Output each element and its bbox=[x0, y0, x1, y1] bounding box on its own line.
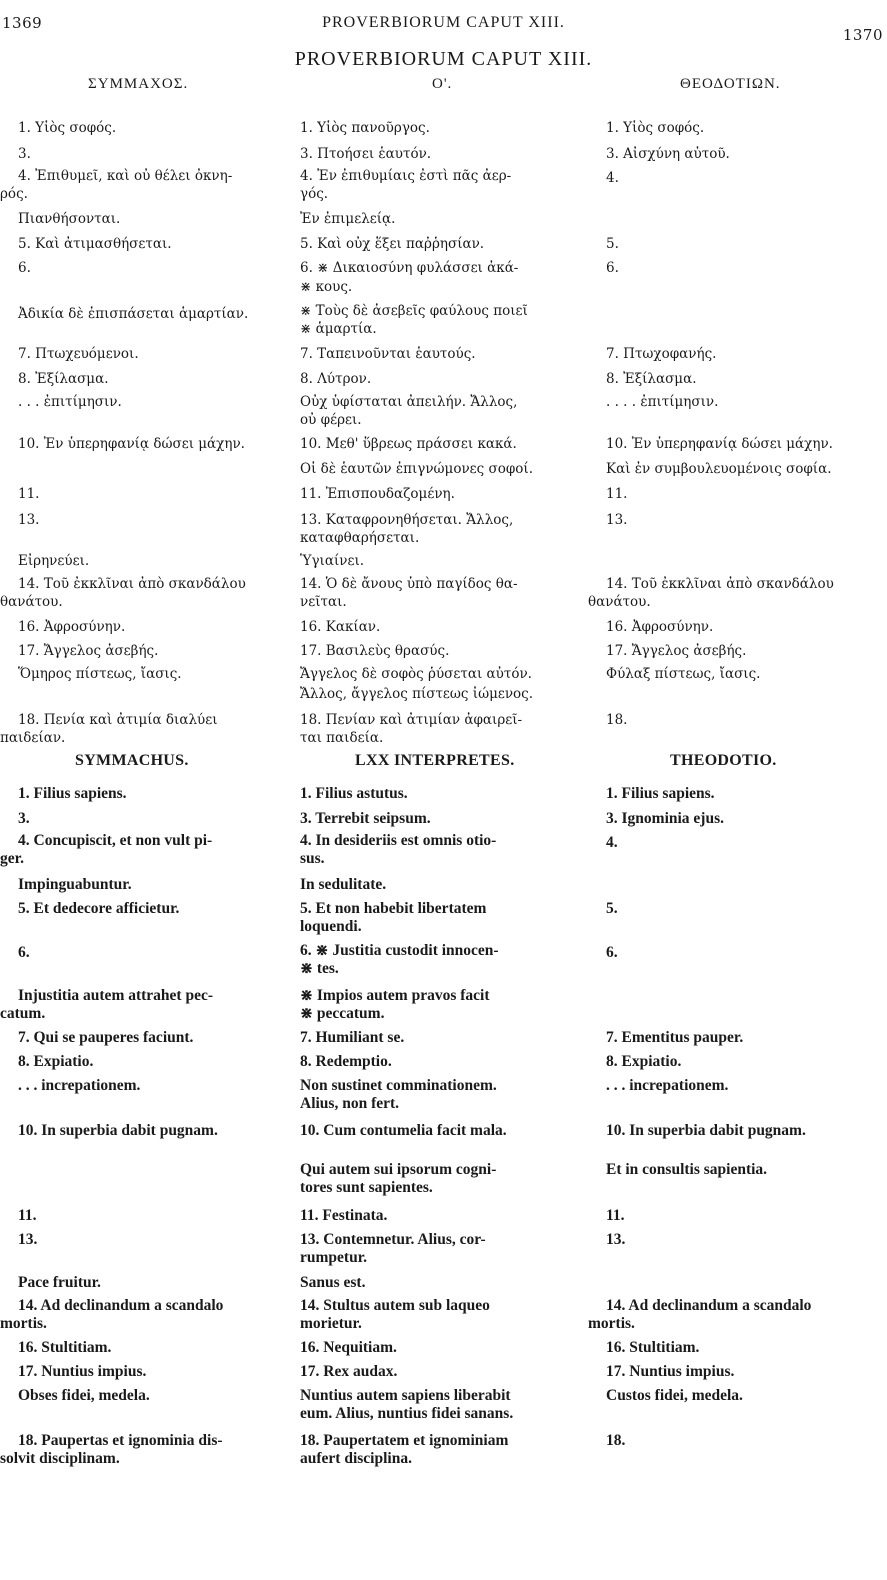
verse-line: 4. Concupiscit, et non vult pi- bbox=[18, 832, 213, 849]
verse-line: Καὶ ἐν συμβουλευομένοις σοφία. bbox=[606, 461, 832, 477]
verse-line: aufert disciplina. bbox=[300, 1450, 412, 1467]
verse-line: ⋇ κους. bbox=[300, 279, 353, 295]
verse-line: Οἱ δὲ ἑαυτῶν ἐπιγνώμονες σοφοί. bbox=[300, 461, 534, 477]
greek-symmachus-header: ΣΥΜΜΑΧΟΣ. bbox=[88, 76, 189, 92]
verse-line: 18. Paupertas et ignominia dis- bbox=[18, 1432, 223, 1449]
verse-line: 3. bbox=[18, 146, 31, 162]
verse-line: ται παιδεία. bbox=[300, 730, 384, 746]
verse-line: 11. Ἐπισπουδαζομένη. bbox=[300, 486, 455, 502]
verse-line: 8. Λύτρον. bbox=[300, 371, 372, 387]
verse-line: Injustitia autem attrahet pec- bbox=[18, 987, 214, 1004]
verse-line: 6. bbox=[18, 260, 31, 276]
verse-line: 17. Ἄγγελος ἀσεβής. bbox=[606, 643, 747, 659]
verse-line: ρός. bbox=[0, 186, 28, 202]
verse-line: ⋇ peccatum. bbox=[300, 1005, 385, 1022]
verse-line: loquendi. bbox=[300, 918, 362, 935]
verse-line: 3. bbox=[18, 810, 30, 827]
verse-line: 5. Et dedecore afficietur. bbox=[18, 900, 180, 917]
verse-line: 7. Πτωχοφανής. bbox=[606, 346, 717, 362]
verse-line: 1. Filius astutus. bbox=[300, 785, 408, 802]
verse-line: In sedulitate. bbox=[300, 876, 387, 893]
verse-line: 4. bbox=[606, 170, 619, 186]
verse-line: 4. In desideriis est omnis otio- bbox=[300, 832, 497, 849]
verse-line: Ὑγιαίνει. bbox=[300, 553, 365, 569]
chapter-heading: PROVERBIORUM CAPUT XIII. bbox=[294, 48, 593, 70]
latin-symmachus-header: SYMMACHUS. bbox=[75, 752, 189, 769]
verse-line: 16. Stultitiam. bbox=[18, 1339, 112, 1356]
verse-line: 14. Ad declinandum a scandalo bbox=[18, 1297, 224, 1314]
verse-line: 8. Redemptio. bbox=[300, 1053, 392, 1070]
verse-line: 18. Paupertatem et ignominiam bbox=[300, 1432, 509, 1449]
verse-line: Πιανθήσονται. bbox=[18, 211, 121, 227]
verse-line: 1. Υἱὸς σοφός. bbox=[606, 120, 705, 136]
verse-line: Εἰρηνεύει. bbox=[18, 553, 90, 569]
verse-line: Pace fruitur. bbox=[18, 1274, 101, 1291]
verse-line: 8. Ἐξίλασμα. bbox=[18, 371, 109, 387]
verse-line: γός. bbox=[300, 186, 329, 202]
page-number-left: 1369 bbox=[2, 14, 43, 32]
verse-line: 11. Festinata. bbox=[300, 1207, 388, 1224]
verse-line: 5. Καὶ οὐχ ἕξει παῤῥησίαν. bbox=[300, 236, 485, 252]
verse-line: 1. Filius sapiens. bbox=[606, 785, 715, 802]
running-title: PROVERBIORUM CAPUT XIII. bbox=[322, 14, 565, 31]
verse-line: 17. Ἄγγελος ἀσεβής. bbox=[18, 643, 159, 659]
verse-line: 7. Qui se pauperes faciunt. bbox=[18, 1029, 194, 1046]
verse-line: 6. bbox=[18, 944, 30, 961]
verse-line: Custos fidei, medela. bbox=[606, 1387, 743, 1404]
verse-line: οὐ φέρει. bbox=[300, 412, 362, 428]
verse-line: 1. Υἱὸς πανοῦργος. bbox=[300, 120, 430, 136]
verse-line: 5. bbox=[606, 900, 618, 917]
verse-line: 18. bbox=[606, 712, 628, 728]
verse-line: 7. Ταπεινοῦνται ἑαυτούς. bbox=[300, 346, 476, 362]
verse-line: 14. Τοῦ ἐκκλῖναι ἀπὸ σκανδάλου bbox=[18, 576, 246, 592]
verse-line: 18. Πενίαν καὶ ἀτιμίαν ἀφαιρεῖ- bbox=[300, 712, 523, 728]
verse-line: mortis. bbox=[0, 1315, 47, 1332]
verse-line: 13. bbox=[606, 512, 628, 528]
verse-line: . . . increpationem. bbox=[606, 1077, 729, 1094]
verse-line: 16. Κακίαν. bbox=[300, 619, 381, 635]
verse-line: 11. bbox=[606, 486, 628, 502]
verse-line: 6. bbox=[606, 944, 618, 961]
verse-line: 16. Ἀφροσύνην. bbox=[18, 619, 126, 635]
verse-line: νεῖται. bbox=[300, 594, 347, 610]
verse-line: 7. Ementitus pauper. bbox=[606, 1029, 744, 1046]
verse-line: 13. bbox=[18, 1231, 38, 1248]
verse-line: 10. Cum contumelia facit mala. bbox=[300, 1122, 507, 1139]
verse-line: 4. bbox=[606, 834, 618, 851]
latin-lxx-header: LXX INTERPRETES. bbox=[355, 752, 515, 769]
verse-line: 5. Et non habebit libertatem bbox=[300, 900, 487, 917]
verse-line: ⋇ Impios autem pravos facit bbox=[300, 987, 490, 1004]
verse-line: 4. Ἐν ἐπιθυμίαις ἐστὶ πᾶς ἀερ- bbox=[300, 168, 512, 184]
verse-line: 14. Ὁ δὲ ἄνους ὑπὸ παγίδος θα- bbox=[300, 576, 518, 592]
verse-line: 7. Πτωχευόμενοι. bbox=[18, 346, 139, 362]
verse-line: 18. Πενία καὶ ἀτιμία διαλύει bbox=[18, 712, 218, 728]
verse-line: 1. Υἱὸς σοφός. bbox=[18, 120, 117, 136]
verse-line: 17. Nuntius impius. bbox=[606, 1363, 735, 1380]
verse-line: καταφθαρήσεται. bbox=[300, 530, 420, 546]
verse-line: 10. Μεθ' ὕβρεως πράσσει κακά. bbox=[300, 436, 517, 452]
verse-line: 10. In superbia dabit pugnam. bbox=[606, 1122, 806, 1139]
verse-line: ⋇ tes. bbox=[300, 960, 339, 977]
verse-line: 11. bbox=[18, 1207, 37, 1224]
verse-line: 13. bbox=[18, 512, 40, 528]
greek-theodotion-header: ΘΕΟΔΟΤΙΩΝ. bbox=[680, 76, 781, 92]
verse-line: . . . . ἐπιτίμησιν. bbox=[606, 394, 719, 410]
verse-line: ⋇ Τοὺς δὲ ἀσεβεῖς φαύλους ποιεῖ bbox=[300, 303, 528, 319]
latin-theodotion-header: THEODOTIO. bbox=[670, 752, 777, 769]
verse-line: sus. bbox=[300, 850, 325, 867]
verse-line: 8. Expiatio. bbox=[18, 1053, 94, 1070]
verse-line: ⋇ ἁμαρτία. bbox=[300, 321, 377, 337]
verse-line: Non sustinet comminationem. bbox=[300, 1077, 497, 1094]
verse-line: Ὅμηρος πίστεως, ἴασις. bbox=[18, 666, 182, 682]
page-number-right: 1370 bbox=[842, 26, 883, 44]
verse-line: 3. Αἰσχύνη αὐτοῦ. bbox=[606, 146, 730, 162]
verse-line: . . . ἐπιτίμησιν. bbox=[18, 394, 122, 410]
verse-line: Nuntius autem sapiens liberabit bbox=[300, 1387, 511, 1404]
verse-line: 17. Nuntius impius. bbox=[18, 1363, 147, 1380]
verse-line: 5. Καὶ ἀτιμασθήσεται. bbox=[18, 236, 172, 252]
verse-line: θανάτου. bbox=[588, 594, 651, 610]
verse-line: Φύλαξ πίστεως, ἴασις. bbox=[606, 666, 761, 682]
verse-line: 17. Βασιλεὺς θρασύς. bbox=[300, 643, 450, 659]
verse-line: Obses fidei, medela. bbox=[18, 1387, 150, 1404]
verse-line: morietur. bbox=[300, 1315, 362, 1332]
verse-line: tores sunt sapientes. bbox=[300, 1179, 433, 1196]
verse-line: 10. Ἐν ὑπερηφανίᾳ δώσει μάχην. bbox=[18, 436, 245, 452]
verse-line: 6. ⋇ Justitia custodit innocen- bbox=[300, 942, 499, 959]
verse-line: 6. ⋇ Δικαιοσύνη φυλάσσει ἀκά- bbox=[300, 260, 519, 276]
verse-line: 3. Ignominia ejus. bbox=[606, 810, 724, 827]
verse-line: Ἀδικία δὲ ἐπισπάσεται ἁμαρτίαν. bbox=[18, 306, 249, 322]
verse-line: παιδείαν. bbox=[0, 730, 66, 746]
verse-line: catum. bbox=[0, 1005, 46, 1022]
verse-line: Sanus est. bbox=[300, 1274, 366, 1291]
verse-line: Ἐν ἐπιμελείᾳ. bbox=[300, 211, 396, 227]
verse-line: 11. bbox=[18, 486, 40, 502]
verse-line: 8. Expiatio. bbox=[606, 1053, 682, 1070]
verse-line: 3. Terrebit seipsum. bbox=[300, 810, 431, 827]
verse-line: Qui autem sui ipsorum cogni- bbox=[300, 1161, 497, 1178]
verse-line: Ἄλλος, ἄγγελος πίστεως ἰώμενος. bbox=[300, 686, 534, 702]
verse-line: Οὐχ ὑφίσταται ἀπειλήν. Ἄλλος, bbox=[300, 394, 518, 410]
verse-line: 13. Contemnetur. Alius, cor- bbox=[300, 1231, 486, 1248]
verse-line: 4. Ἐπιθυμεῖ, καὶ οὐ θέλει ὀκνη- bbox=[18, 168, 233, 184]
verse-line: Impinguabuntur. bbox=[18, 876, 132, 893]
verse-line: 16. Ἀφροσύνην. bbox=[606, 619, 714, 635]
verse-line: Et in consultis sapientia. bbox=[606, 1161, 768, 1178]
verse-line: Ἄγγελος δὲ σοφὸς ῥύσεται αὐτόν. bbox=[300, 666, 532, 682]
verse-line: 13. Καταφρονηθήσεται. Ἄλλος, bbox=[300, 512, 514, 528]
verse-line: solvit disciplinam. bbox=[0, 1450, 120, 1467]
verse-line: 1. Filius sapiens. bbox=[18, 785, 127, 802]
verse-line: θανάτου. bbox=[0, 594, 63, 610]
verse-line: mortis. bbox=[588, 1315, 635, 1332]
verse-line: 11. bbox=[606, 1207, 625, 1224]
verse-line: 6. bbox=[606, 260, 619, 276]
verse-line: 17. Rex audax. bbox=[300, 1363, 398, 1380]
greek-lxx-header: Ο'. bbox=[432, 76, 453, 92]
verse-line: 14. Stultus autem sub laqueo bbox=[300, 1297, 490, 1314]
verse-line: 5. bbox=[606, 236, 619, 252]
verse-line: 7. Humiliant se. bbox=[300, 1029, 405, 1046]
verse-line: 16. Nequitiam. bbox=[300, 1339, 397, 1356]
verse-line: 8. Ἐξίλασμα. bbox=[606, 371, 697, 387]
verse-line: 14. Ad declinandum a scandalo bbox=[606, 1297, 812, 1314]
verse-line: . . . increpationem. bbox=[18, 1077, 141, 1094]
verse-line: eum. Alius, nuntius fidei sanans. bbox=[300, 1405, 514, 1422]
verse-line: Alius, non fert. bbox=[300, 1095, 400, 1112]
verse-line: rumpetur. bbox=[300, 1249, 368, 1266]
verse-line: 10. In superbia dabit pugnam. bbox=[18, 1122, 218, 1139]
verse-line: 14. Τοῦ ἐκκλῖναι ἀπὸ σκανδάλου bbox=[606, 576, 834, 592]
verse-line: 16. Stultitiam. bbox=[606, 1339, 700, 1356]
verse-line: 13. bbox=[606, 1231, 626, 1248]
verse-line: 18. bbox=[606, 1432, 626, 1449]
verse-line: 10. Ἐν ὑπερηφανίᾳ δώσει μάχην. bbox=[606, 436, 833, 452]
verse-line: ger. bbox=[0, 850, 24, 867]
verse-line: 3. Πτοήσει ἑαυτόν. bbox=[300, 146, 432, 162]
